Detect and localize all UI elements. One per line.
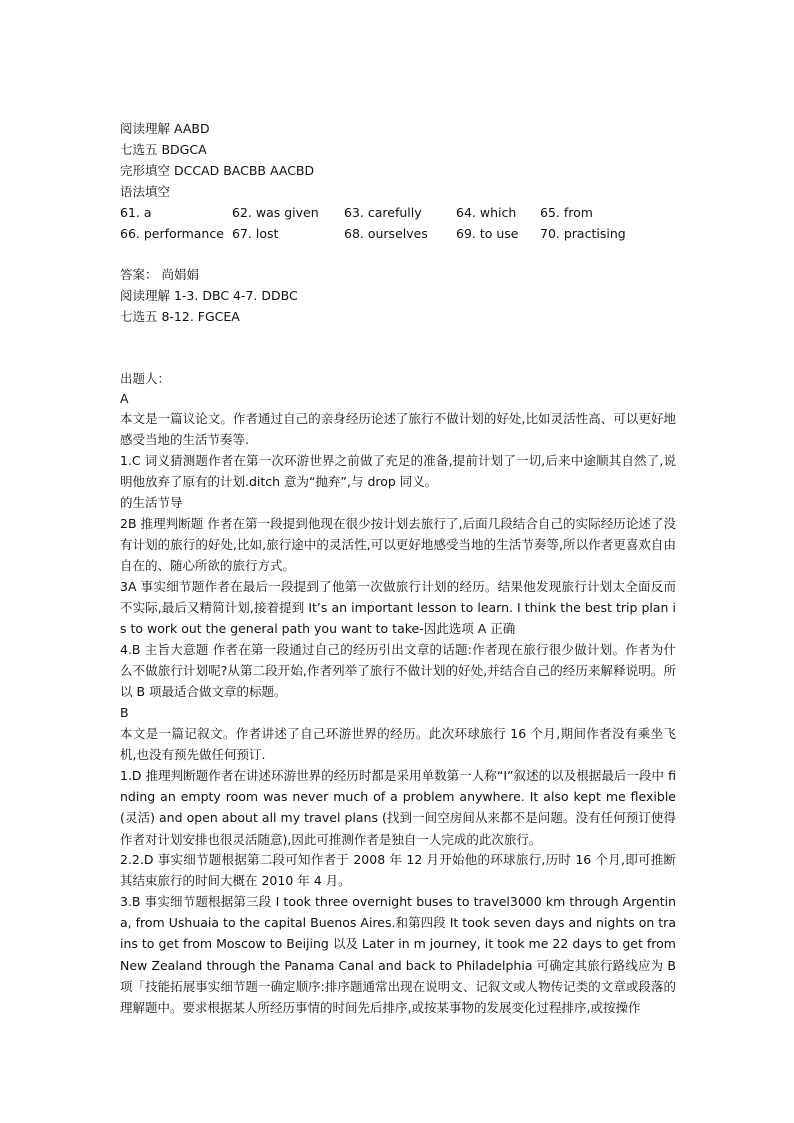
grammar-answer: 62. was given xyxy=(232,205,319,220)
question-setter: 出题人： xyxy=(120,371,171,386)
grammar-answer: 68. ourselves xyxy=(344,226,428,241)
section-b-intro: 本文是一篇记叙文。作者讲述了自己环游世界的经历。此次环球旅行 16 个月,期间作者没有乘坐飞机,也没有预先做任何预订. xyxy=(120,726,676,763)
grammar-answer: 67. lost xyxy=(232,226,279,241)
grammar-row-1 xyxy=(120,202,676,223)
grammar-answer: 65. from xyxy=(540,205,593,220)
answer-reading: 阅读理解 AABD xyxy=(120,121,210,136)
section-b-q1: 1.D 推理判断题作者在讲述环游世界的经历时都是采用单数第一人称“I”叙述的以及根据最后一段中 finding an empty room was never much of a problem anywhere. It also kept me flexible (灵活) and open about all my travel plans (找到一间空房间从来都不是问题。没有任何预订使得作者对计划安排也很灵活随意),因此可推测作者是独自一人完成的此次旅行。 xyxy=(120,768,676,847)
grammar-answer: 63. carefully xyxy=(344,205,422,220)
section-a-q1: 1.C 词义猜测题作者在第一次环游世界之前做了充足的准备,提前计划了一切,后来中途顺其自然了,说明他放弃了原有的计划.ditch 意为“抛弃”,与 drop 同义。 xyxy=(120,453,676,490)
grammar-answer: 69. to use xyxy=(456,226,519,241)
section-b-q2: 2.2.D 事实细节题根据第二段可知作者于 2008 年 12 月开始他的环球旅行,历时 16 个月,即可推断其结束旅行的时间大概在 2010 年 4 月。 xyxy=(120,852,676,889)
section-b-q3: 3.B 事实细节题根据第三段 I took three overnight buses to travel3000 km through Argentina, from Ushuaia to the capital Buenos Aires.和第四段 It took seven days and nights on trains to get from Moscow to Beijing 以及 Later in m journey, it took me 22 days to get from New Zealand through the Panama Canal and back to Philadelphia 可确定其旅行路线应为 B 项「技能拓展事实细节题一确定顺序:排序题通常出现在说明文、记叙文或人物传记类的文章或段落的理解题中。要求根据某人所经历事情的时间先后排序,或按某事物的发展变化过程排序,或按操作 xyxy=(120,894,676,1016)
grammar-row-2 xyxy=(120,223,676,244)
answer-seven-choose-five: 七选五 BDGCA xyxy=(120,142,207,157)
section-a-intro: 本文是一篇议论文。作者通过自己的亲身经历论述了旅行不做计划的好处,比如灵活性高、可以更好地感受当地的生活节奏等. xyxy=(120,411,676,448)
section-a-fragment: 的生活节导 xyxy=(120,495,183,510)
section-a-q4: 4.B 主旨大意题 作者在第一段通过自己的经历引出文章的话题:作者现在旅行很少做计划。作者为什么不做旅行计划呢?从第二段开始,作者列举了旅行不做计划的好处,并结合自己的经历来解释说明。所以 B 项最适合做文章的标题。 xyxy=(120,642,676,700)
answer-seven-choose-five-2: 七选五 8-12. FGCEA xyxy=(120,309,240,324)
grammar-answer: 64. which xyxy=(456,205,517,220)
section-a-q2: 2B 推理判断题 作者在第一段提到他现在很少按计划去旅行了,后面几段结合自己的实际经历论述了没有计划的旅行的好处,比如,旅行途中的灵活性,可以更好地感受当地的生活节奏等,所以作者更喜欢自由自在的、随心所欲的旅行方式。 xyxy=(120,516,676,574)
answer-cloze: 完形填空 DCCAD BACBB AACBD xyxy=(120,163,315,178)
grammar-answer: 61. a xyxy=(120,205,152,220)
section-b-heading: B xyxy=(120,705,129,720)
section-a-q3: 3A 事实细节题作者在最后一段提到了他第一次做旅行计划的经历。结果他发现旅行计划太全面反而不实际,最后又精简计划,接着提到 It’s an important lesson to learn. I think the best trip plan is to work out the general path you want to take-因此选项 A 正确 xyxy=(120,579,676,637)
grammar-answer: 66. performance xyxy=(120,226,224,241)
grammar-answer: 70. practising xyxy=(540,226,626,241)
section-a-heading: A xyxy=(120,391,129,406)
answer-author: 答案： 尚娟娟 xyxy=(120,267,199,282)
grammar-title: 语法填空 xyxy=(120,184,171,199)
answer-reading-2: 阅读理解 1-3. DBC 4-7. DDBC xyxy=(120,288,298,303)
